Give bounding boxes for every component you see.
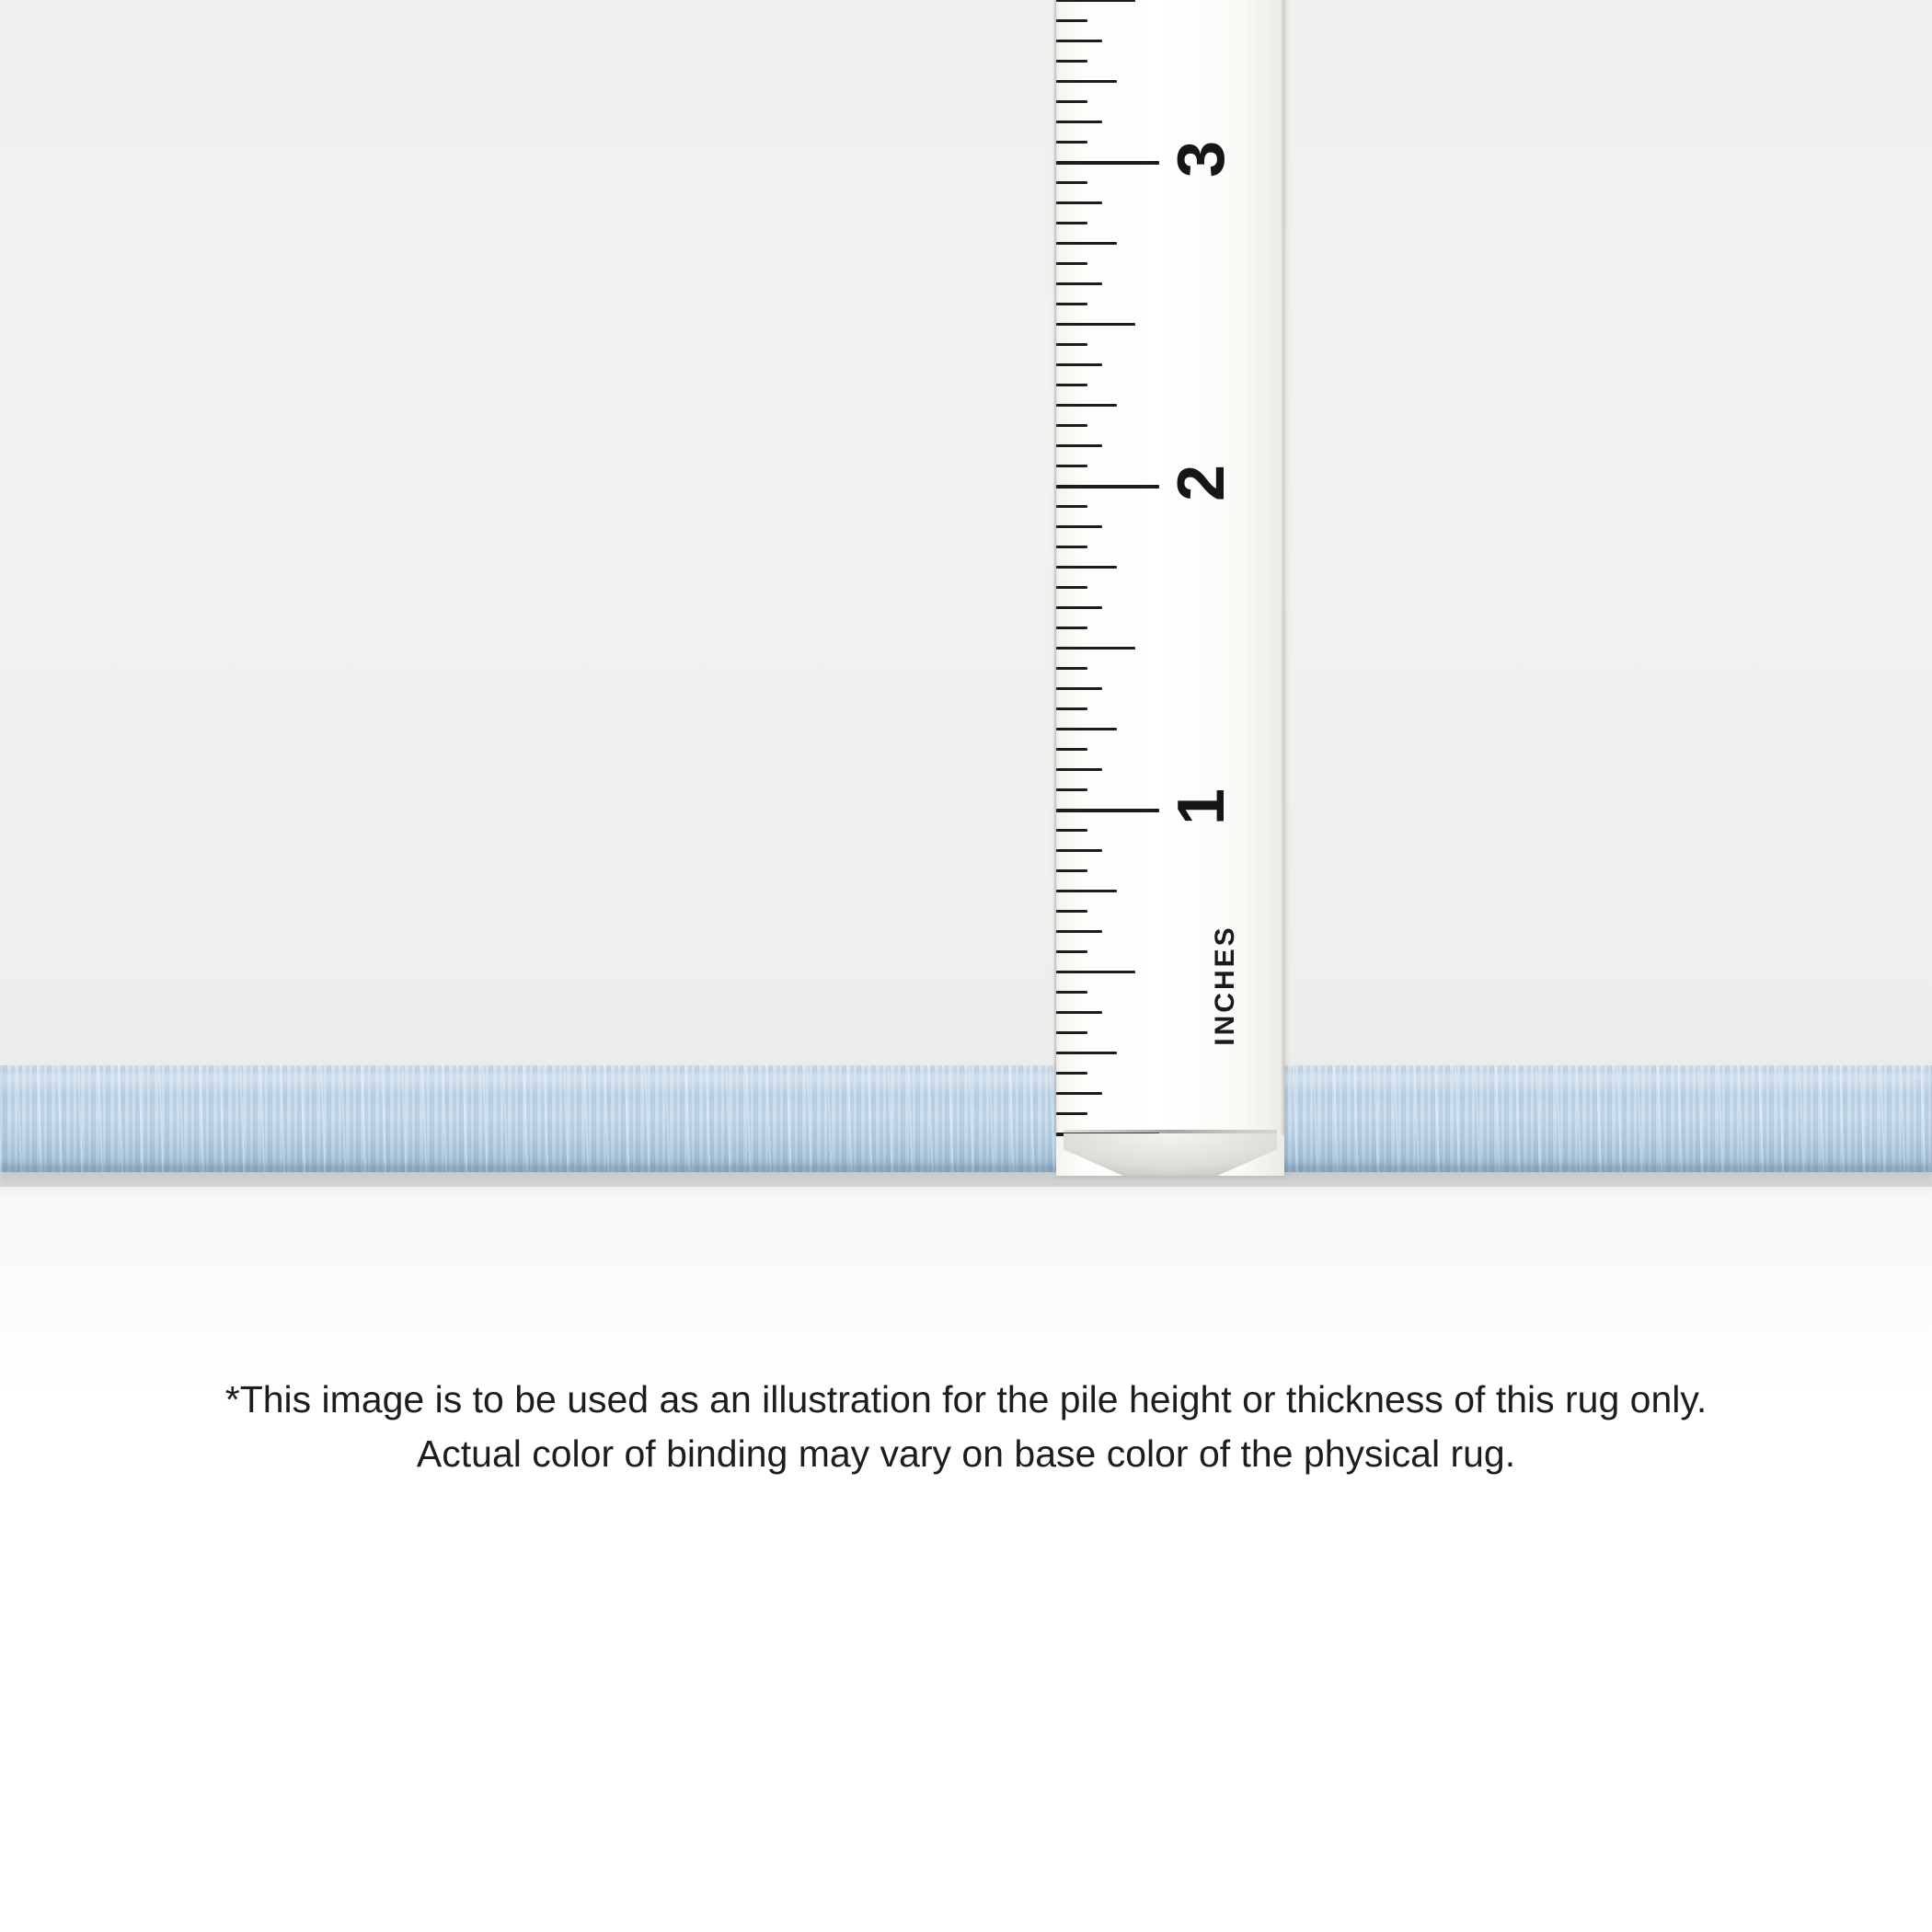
rug-binding-edge bbox=[0, 1065, 1932, 1172]
caption-line-1: *This image is to be used as an illustration for the pile height or thickness of this rug only. bbox=[224, 1378, 1708, 1420]
rug-contact-shadow bbox=[0, 1165, 1932, 1196]
ruler-inch-number: 3 bbox=[1165, 140, 1238, 178]
ruler-unit-label: INCHES bbox=[1210, 925, 1240, 1046]
ruler-tick bbox=[1056, 323, 1124, 326]
ruler-tick bbox=[1056, 1072, 1084, 1075]
ruler-tick bbox=[1056, 707, 1084, 710]
ruler-tick bbox=[1056, 525, 1097, 528]
ruler-tick bbox=[1056, 100, 1084, 103]
ruler-tick bbox=[1056, 829, 1084, 832]
tape-measure bbox=[1056, 0, 1284, 1176]
ruler-tick bbox=[1056, 80, 1110, 83]
ruler-tick bbox=[1056, 991, 1084, 994]
ruler-tick bbox=[1056, 950, 1084, 953]
ruler-tick bbox=[1056, 687, 1097, 690]
ruler-tick bbox=[1056, 1052, 1110, 1054]
ruler-tick bbox=[1056, 0, 1124, 2]
ruler-tick bbox=[1056, 546, 1084, 548]
ruler-tick bbox=[1056, 1092, 1097, 1095]
ruler-right-edge-shadow bbox=[1281, 0, 1284, 1135]
ruler-tick bbox=[1056, 586, 1084, 589]
ruler-tick bbox=[1056, 647, 1124, 650]
ruler-tick bbox=[1056, 930, 1097, 933]
ruler-tick-marks bbox=[1056, 0, 1284, 1176]
ruler-tick bbox=[1056, 849, 1097, 852]
ruler-tick bbox=[1056, 404, 1110, 407]
ruler-tick bbox=[1056, 1031, 1084, 1034]
ruler-tick bbox=[1056, 121, 1097, 123]
ruler-tick bbox=[1056, 40, 1097, 42]
ruler-tick bbox=[1056, 141, 1084, 144]
ruler-tick bbox=[1056, 343, 1084, 346]
disclaimer-caption bbox=[0, 1373, 1932, 1482]
ruler-tick bbox=[1056, 161, 1144, 165]
ruler-tick bbox=[1056, 627, 1084, 629]
ruler-tick bbox=[1056, 667, 1084, 670]
ruler-tick bbox=[1056, 181, 1084, 184]
ruler-tick bbox=[1056, 262, 1084, 265]
ruler-inch-number: 2 bbox=[1165, 464, 1238, 502]
ruler-tick bbox=[1056, 282, 1097, 285]
ruler-inch-number: 1 bbox=[1165, 788, 1238, 826]
ruler-tick bbox=[1056, 1011, 1097, 1014]
ruler-tick bbox=[1056, 384, 1084, 386]
rug-top-highlight bbox=[0, 1073, 1932, 1097]
ruler-tick bbox=[1056, 768, 1097, 771]
ruler-tick bbox=[1056, 60, 1084, 63]
ruler-tick bbox=[1056, 566, 1110, 569]
ruler-tick bbox=[1056, 606, 1097, 609]
ruler-tick bbox=[1056, 505, 1084, 508]
ruler-tick bbox=[1056, 485, 1144, 489]
ruler-tick bbox=[1056, 1112, 1084, 1115]
ruler-tick bbox=[1056, 465, 1084, 467]
ruler-tick bbox=[1056, 19, 1084, 22]
ruler-tick bbox=[1056, 728, 1110, 730]
ruler-tick bbox=[1056, 363, 1097, 366]
ruler-tick bbox=[1056, 890, 1110, 892]
ruler-tick bbox=[1056, 748, 1084, 751]
caption-line-2: Actual color of binding may vary on base color of the physical rug. bbox=[416, 1432, 1516, 1476]
ruler-tick bbox=[1056, 444, 1097, 447]
ruler-tick bbox=[1056, 242, 1110, 245]
ruler-tick bbox=[1056, 869, 1084, 872]
ruler-tick bbox=[1056, 971, 1124, 973]
ruler-tick bbox=[1056, 809, 1144, 812]
ruler-tick bbox=[1056, 222, 1084, 224]
ruler-tick bbox=[1056, 910, 1084, 913]
ruler-tick bbox=[1056, 201, 1097, 204]
ruler-tick bbox=[1056, 424, 1084, 427]
ruler-tick bbox=[1056, 788, 1084, 791]
photo-floor bbox=[0, 1187, 1932, 1398]
ruler-left-edge-shadow bbox=[1054, 0, 1058, 1135]
ruler-tick bbox=[1056, 303, 1084, 305]
